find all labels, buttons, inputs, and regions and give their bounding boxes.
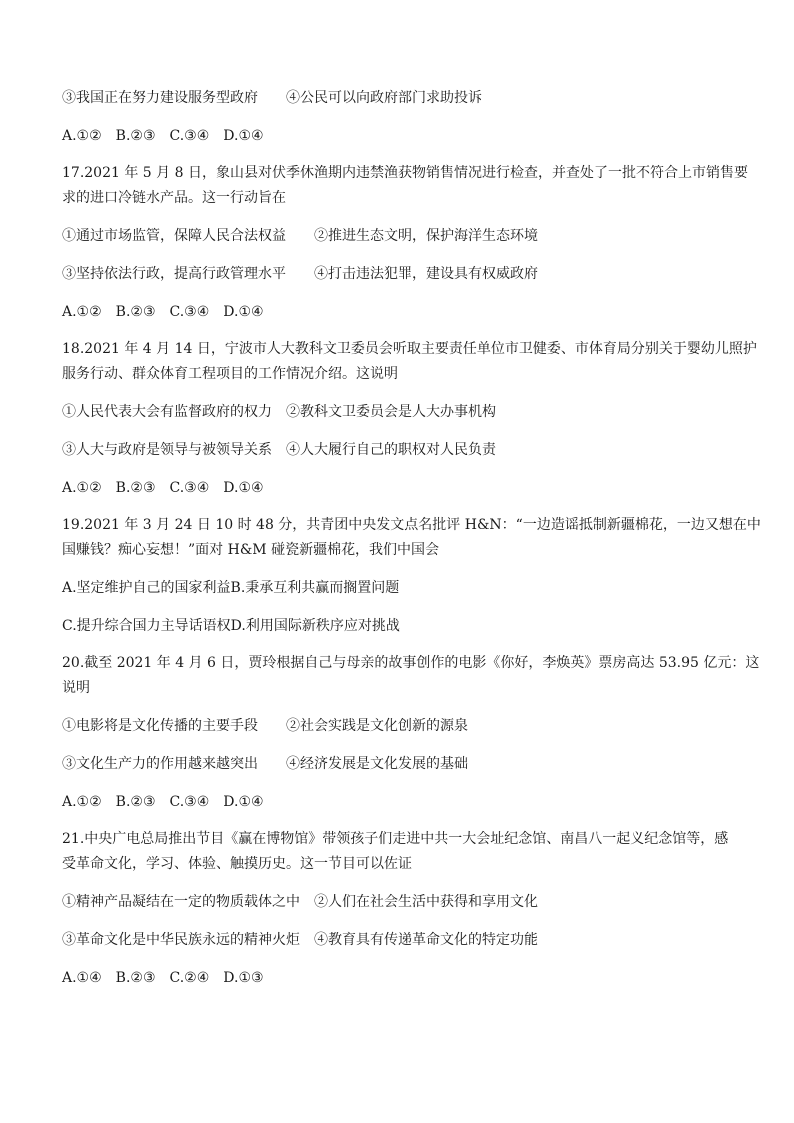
q16-option-4: ④公民可以向政府部门求助投诉 bbox=[286, 90, 482, 106]
q19-stem-line-1: 19.2021 年 3 月 24 日 10 时 48 分，共青团中央发文点名批评 H&N：“一边造谣抵制新疆棉花，一边又想在中 bbox=[62, 517, 761, 533]
q21-answer-b: B.②③ bbox=[115, 970, 156, 986]
q17-answer-a: A.①② bbox=[62, 304, 102, 320]
q20-options-3-4 bbox=[62, 752, 732, 777]
q17-answer-d: D.①④ bbox=[223, 304, 264, 320]
q16-answer-c: C.③④ bbox=[169, 128, 210, 144]
q20-stem bbox=[62, 651, 760, 701]
q18-answer-b: B.②③ bbox=[115, 480, 156, 496]
q21-answer-a: A.①④ bbox=[62, 970, 102, 986]
q20-option-1: ①电影将是文化传播的主要手段 bbox=[62, 718, 258, 734]
q18-answer-a: A.①② bbox=[62, 480, 102, 496]
q18-options-1-2 bbox=[62, 400, 732, 425]
q18-option-4: ④人大履行自己的职权对人民负责 bbox=[286, 442, 496, 458]
q18-answer-choices bbox=[62, 476, 732, 501]
q19-options-a-b: A.坚定维护自己的国家利益B.秉承互利共赢而搁置问题 bbox=[62, 580, 400, 596]
q21-options-1-2 bbox=[62, 890, 732, 915]
q17-answer-choices bbox=[62, 300, 732, 325]
q20-options-1-2 bbox=[62, 714, 732, 739]
q20-option-4: ④经济发展是文化发展的基础 bbox=[286, 756, 468, 772]
q17-stem-line-1: 17.2021 年 5 月 8 日，象山县对伏季休渔期内违禁渔获物销售情况进行检查，并查处了一批不符合上市销售要 bbox=[62, 165, 748, 181]
q19-stem bbox=[62, 513, 761, 563]
q17-stem-line-2: 求的进口冷链水产品。这一行动旨在 bbox=[62, 190, 286, 206]
q20-option-3: ③文化生产力的作用越来越突出 bbox=[62, 756, 258, 772]
q18-options-3-4 bbox=[62, 438, 732, 463]
q18-answer-c: C.③④ bbox=[169, 480, 210, 496]
q18-answer-d: D.①④ bbox=[223, 480, 264, 496]
q17-option-4: ④打击违法犯罪，建设具有权威政府 bbox=[314, 266, 538, 282]
q21-options-3-4 bbox=[62, 928, 732, 953]
q18-stem-line-1: 18.2021 年 4 月 14 日，宁波市人大教科文卫委员会听取主要责任单位市卫健委、市体育局分别关于婴幼儿照护 bbox=[62, 341, 757, 357]
q16-answer-choices bbox=[62, 124, 732, 149]
q17-option-3: ③坚持依法行政，提高行政管理水平 bbox=[62, 266, 286, 282]
q20-stem-line-2: 说明 bbox=[62, 680, 90, 696]
q18-option-1: ①人民代表大会有监督政府的权力 bbox=[62, 404, 272, 420]
q20-answer-c: C.③④ bbox=[169, 794, 210, 810]
q16-option-3: ③我国正在努力建设服务型政府 bbox=[62, 90, 258, 106]
q20-answer-choices bbox=[62, 790, 732, 815]
q17-options-3-4 bbox=[62, 262, 732, 287]
q20-option-2: ②社会实践是文化创新的源泉 bbox=[286, 718, 468, 734]
q20-answer-b: B.②③ bbox=[115, 794, 156, 810]
q19-stem-line-2: 国赚钱？痴心妄想！”面对 H&M 碰瓷新疆棉花，我们中国会 bbox=[62, 542, 440, 558]
q17-answer-c: C.③④ bbox=[169, 304, 210, 320]
q21-option-1: ①精神产品凝结在一定的物质载体之中 bbox=[62, 894, 300, 910]
q17-stem bbox=[62, 161, 748, 211]
q18-stem-line-2: 服务行动、群众体育工程项目的工作情况介绍。这说明 bbox=[62, 366, 398, 382]
q20-answer-a: A.①② bbox=[62, 794, 102, 810]
q21-option-3: ③革命文化是中华民族永远的精神火炬 bbox=[62, 932, 300, 948]
q21-stem-line-2: 受革命文化，学习、体验、触摸历史。这一节目可以佐证 bbox=[62, 856, 412, 872]
q18-stem bbox=[62, 337, 757, 387]
q16-answer-a: A.①② bbox=[62, 128, 102, 144]
q17-options-1-2 bbox=[62, 224, 732, 249]
q21-option-4: ④教育具有传递革命文化的特定功能 bbox=[314, 932, 538, 948]
q17-option-1: ①通过市场监管，保障人民合法权益 bbox=[62, 228, 286, 244]
q20-answer-d: D.①④ bbox=[223, 794, 264, 810]
q21-answer-d: D.①③ bbox=[223, 970, 264, 986]
q21-stem-line-1: 21.中央广电总局推出节目《赢在博物馆》带领孩子们走进中共一大会址纪念馆、南昌八一起义纪念馆等，感 bbox=[62, 831, 729, 847]
q21-stem bbox=[62, 827, 732, 877]
q19-options-c-d: C.提升综合国力主导话语权D.利用国际新秩序应对挑战 bbox=[62, 618, 400, 634]
q16-answer-d: D.①④ bbox=[223, 128, 264, 144]
q17-option-2: ②推进生态文明，保护海洋生态环境 bbox=[314, 228, 538, 244]
q16-options-3-4 bbox=[62, 86, 732, 111]
q21-answer-choices bbox=[62, 966, 732, 991]
q18-option-3: ③人大与政府是领导与被领导关系 bbox=[62, 442, 272, 458]
q21-option-2: ②人们在社会生活中获得和享用文化 bbox=[314, 894, 538, 910]
exam-page bbox=[62, 86, 761, 991]
q17-answer-b: B.②③ bbox=[115, 304, 156, 320]
q20-stem-line-1: 20.截至 2021 年 4 月 6 日，贾玲根据自己与母亲的故事创作的电影《你好，李焕英》票房高达 53.95 亿元：这 bbox=[62, 655, 760, 671]
q16-answer-b: B.②③ bbox=[115, 128, 156, 144]
q21-answer-c: C.②④ bbox=[169, 970, 210, 986]
q18-option-2: ②教科文卫委员会是人大办事机构 bbox=[286, 404, 496, 420]
